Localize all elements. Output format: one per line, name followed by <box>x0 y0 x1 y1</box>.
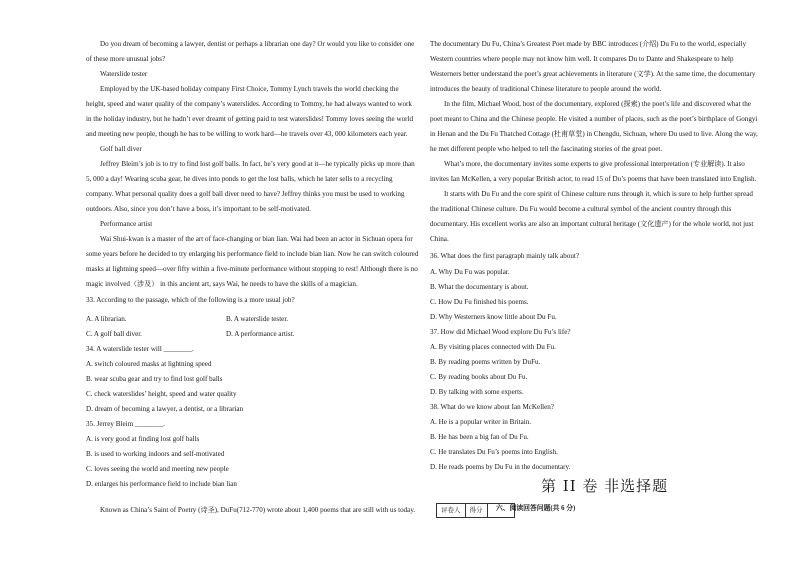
left-text-line: of these more unusual jobs? <box>86 55 166 63</box>
left-text-line: 34. A waterslide tester will ________. <box>86 345 194 353</box>
right-text-line: It starts with Du Fu and the core spirit of Chinese culture runs through it, which is sure to help further spread <box>444 190 753 198</box>
right-text-line: invites Ian McKellen, a very popular British actor, to read 15 of Du’s poems that have been translated into English. <box>430 175 757 183</box>
right-text-line: D. Why Westerners know little about Du Fu. <box>430 313 557 321</box>
right-text-line: C. How Du Fu finished his poems. <box>430 298 529 306</box>
q33-option-line: D. A performance artist. <box>226 330 295 338</box>
right-text-line: 38. What do we know about Ian McKellen? <box>430 403 554 411</box>
right-text-line: 36. What does the first paragraph mainly talk about? <box>430 252 579 260</box>
left-text-line: Known as China’s Saint of Poetry (诗圣), DuFu(712-770) wrote about 1,400 poems that are still with us today. <box>100 506 416 514</box>
left-text-line: A. is very good at finding lost golf balls <box>86 435 200 443</box>
right-text-line: introduces the beauty of traditional Chinese literature to people around the world. <box>430 85 662 93</box>
q33-option-line: A. A librarian. <box>86 315 127 323</box>
grader-label: 评卷人 <box>437 504 466 517</box>
q33-option-line: C. A golf ball diver. <box>86 330 142 338</box>
left-text-line: 33. According to the passage, which of the following is a more usual job? <box>86 296 295 304</box>
q33-option-line: B. A waterslide tester. <box>226 315 289 323</box>
right-text-line: he met different people who helped to tell the fascinating stories of the great poet. <box>430 145 663 153</box>
left-text-line: C. check waterslides’ height, speed and water quality <box>86 390 237 398</box>
right-text-line: in Henan and the Du Fu Thatched Cottage (杜甫草堂) in Chengdu, Sichuan, where Du used to live. Along the way, <box>430 130 758 138</box>
left-text-line: Waterslide tester <box>100 70 148 78</box>
left-text-line: 5, 000 a day! Wearing scuba gear, he dives into ponds to get the lost balls, which he later sells to a recycling <box>86 175 393 183</box>
left-text-line: B. is used to working indoors and self-motivated <box>86 450 225 458</box>
right-text-line: B. He has been a big fan of Du Fu. <box>430 433 529 441</box>
left-text-line: height, speed and water quality of the company’s waterslides. According to Tommy, he had always wanted to work <box>86 100 412 108</box>
right-text-line: poet meant to China and the Chinese people. He visited a number of places, such as the poet’s birthplace of Gongyi <box>430 115 758 123</box>
right-text-line: What’s more, the documentary invites some experts to give professional interpretation (专业解读). It also <box>444 160 745 168</box>
left-text-line: company. What personal quality does a golf ball diver need to have? Jeffrey thinks you must be used to working <box>86 190 405 198</box>
left-text-line: D. dream of becoming a lawyer, a dentist, or a librarian <box>86 405 244 413</box>
right-text-line: China. <box>430 235 449 243</box>
left-text-line: masks at lightning speed—over fifty within a five-minute performance without stopping to rest! Although there is no <box>86 265 418 273</box>
right-text-line: Westerners better understand the poet’s great achievements in literature (文学). At the same time, the documentary <box>430 70 756 78</box>
left-text-line: Do you dream of becoming a lawyer, dentist or perhaps a librarian one day? Or would you like to consider one <box>100 40 415 48</box>
left-text-line: in the holiday industry, but he hadn’t ever dreamt of getting paid to test waterslides! Tommy loves seeing the world <box>86 115 413 123</box>
section6-heading: 六、阅读回答问题(共 6 分) <box>496 505 576 512</box>
right-text-line: A. By visiting places connected with Du Fu. <box>430 343 556 351</box>
left-text-line: Wai Shui-kwan is a master of the art of face-changing or bian lian. Wai had been an actor in Sichuan opera for <box>100 235 413 243</box>
right-text-line: In the film, Michael Wood, host of the documentary, explored (探索) the poet’s life and discovered what the <box>444 100 751 108</box>
right-text-line: B. By reading poems written by DuFu. <box>430 358 541 366</box>
right-text-line: A. He is a popular writer in Britain. <box>430 418 532 426</box>
score-label: 得分 <box>466 504 488 517</box>
left-text-line: B. wear scuba gear and try to find lost golf balls <box>86 375 223 383</box>
left-text-line: 35. Jerrey Bleim ________. <box>86 420 166 428</box>
left-text-line: C. loves seeing the world and meeting new people <box>86 465 229 473</box>
left-text-line: and meeting new people, though he has to be willing to work hard—he travels over 43, 000 kilometers each year. <box>86 130 408 138</box>
right-text-line: 37. How did Michael Wood explore Du Fu’s life? <box>430 328 571 336</box>
left-text-line: Performance artist <box>100 220 153 228</box>
right-text-line: B. What the documentary is about. <box>430 283 529 291</box>
right-text-line: A. Why Du Fu was popular. <box>430 268 510 276</box>
right-text-line: The documentary Du Fu, China’s Greatest Poet made by BBC introduces (介绍) Du Fu to the world, especially <box>430 40 747 48</box>
right-text-line: documentary. His excellent works are also an important cultural heritage (文化遗产) for the whole world, not just <box>430 220 754 228</box>
right-text-line: C. He translates Du Fu’s poems into English. <box>430 448 558 456</box>
left-text-line: some years before he decided to try enlarging his performance field to include bian lian. Now he can switch coloured <box>86 250 419 258</box>
left-text-line: Golf ball diver <box>100 145 142 153</box>
left-text-line: outdoors. Also, since you don’t have a boss, it’s important to be self-motivated. <box>86 205 311 213</box>
left-text-line: Jeffrey Bleim’s job is to try to find lost golf balls. In fact, he’s very good at it—he typically picks up more than <box>100 160 415 168</box>
right-text-line: C. By reading books about Du Fu. <box>430 373 528 381</box>
right-text-line: D. He reads poems by Du Fu in the documentary. <box>430 463 571 471</box>
left-text-line: Employed by the UK-based holiday company First Choice, Tommy Lynch travels the world checking the <box>100 85 399 93</box>
left-text-line: A. switch coloured masks at lightning speed <box>86 360 212 368</box>
right-text-line: Western countries where people may not know him well. It compares Du to Dante and Shakespeare to help <box>430 55 734 63</box>
left-text-line: D. enlarges his performance field to include bian lian <box>86 480 237 488</box>
right-text-line: the traditional Chinese culture. Du Fu would become a cultural symbol of the ancient country through this <box>430 205 732 213</box>
left-text-line: magic involved（涉及） in this ancient art, says Wai, he needs to have the skills of a magician. <box>86 280 358 288</box>
section-title: 第 II 卷 非选择题 <box>541 477 669 495</box>
right-text-line: D. By talking with some experts. <box>430 388 524 396</box>
